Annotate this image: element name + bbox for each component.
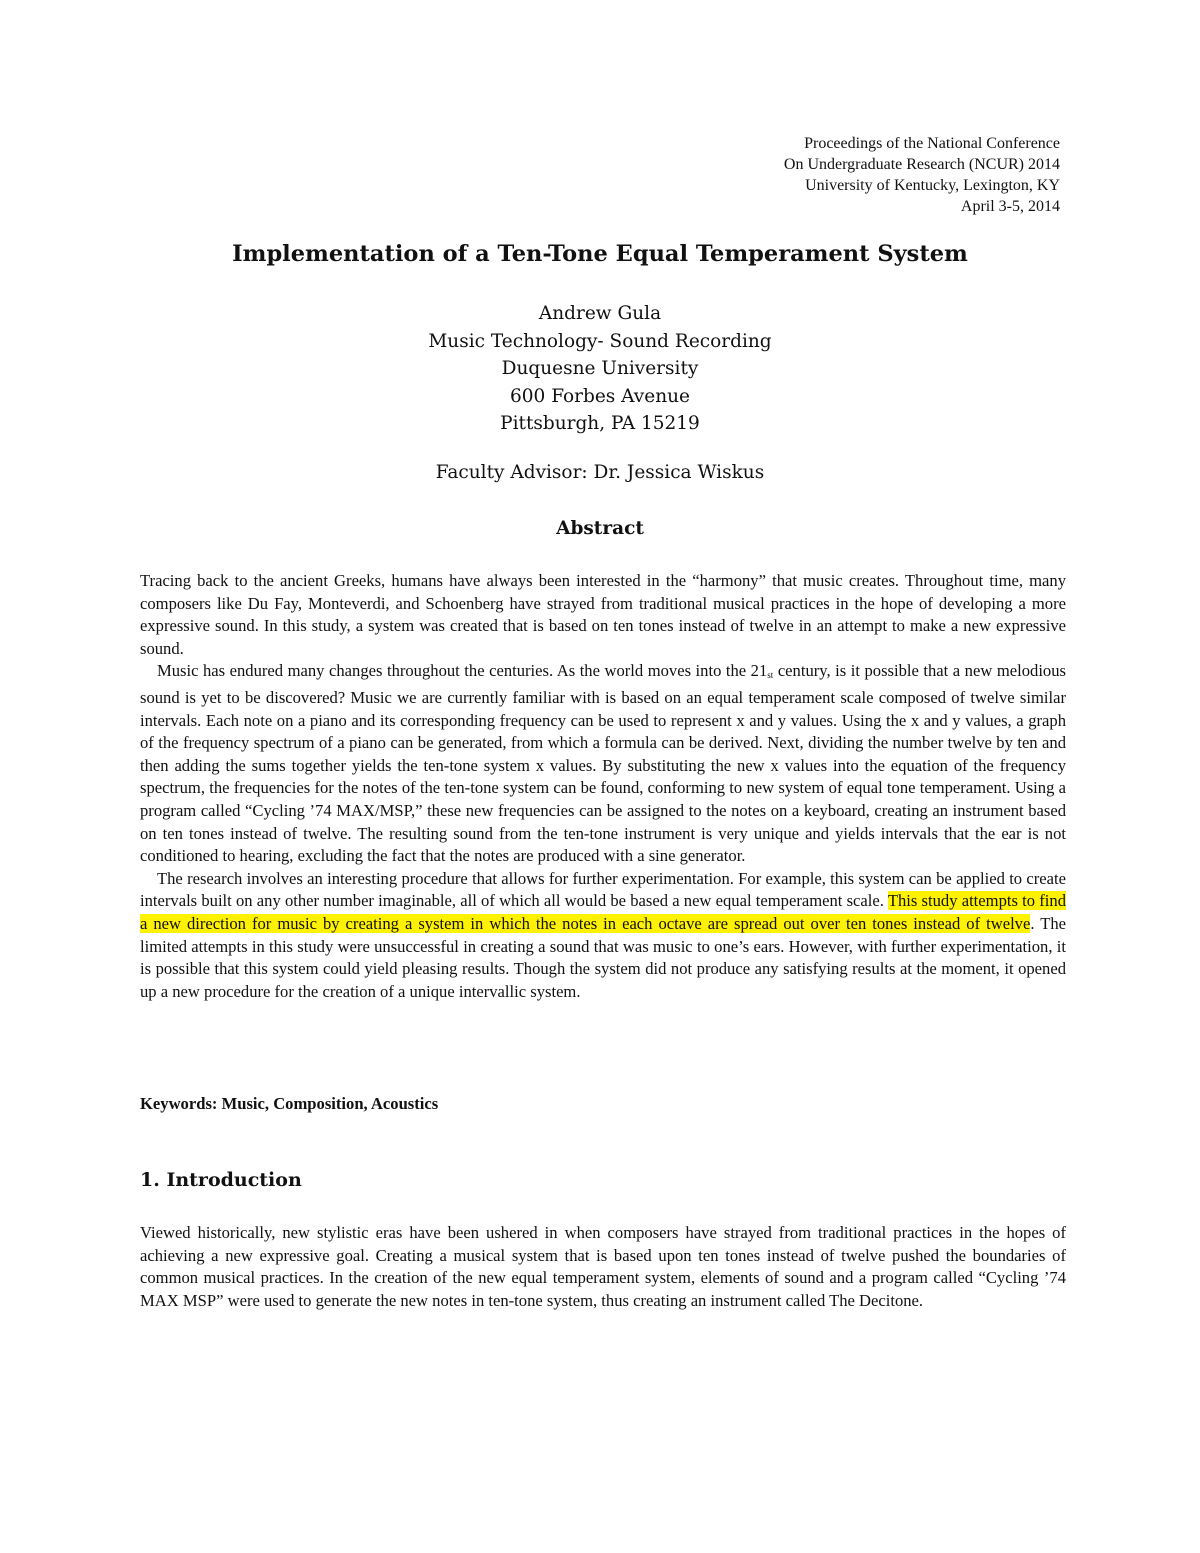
- author-street: 600 Forbes Avenue: [510, 385, 690, 407]
- abstract-paragraph-1: Tracing back to the ancient Greeks, humans have always been interested in the “harmony” that music creates. Throughout time, many composers like Du Fay, Monteverdi, and Schoenberg have strayed from traditional musical practices in the hope of developing a more expressive sound. In this study, a system was created that is based on ten tones instead of twelve in an attempt to make a new expressive sound.: [140, 571, 1066, 658]
- introduction-body: [140, 1222, 1066, 1312]
- superscript-st: st: [767, 670, 774, 681]
- abstract-paragraph-2: [140, 660, 1066, 867]
- abstract-p3-rest: . The limited attempts in this study were unsuccessful in creating a sound that was music to one’s ears. However, with further experimentation, it is possible that this system could yield pleasing results. Though the system did not produce any satisfying results at the moment, it opened up a new procedure for the creation of a unique intervallic system.: [140, 913, 1067, 1001]
- paper-title: Implementation of a Ten-Tone Equal Temperament System: [232, 241, 968, 267]
- header-line-ncur: On Undergraduate Research (NCUR) 2014: [783, 156, 1060, 173]
- author-city: Pittsburgh, PA 15219: [500, 413, 700, 434]
- header-line-date: April 3-5, 2014: [960, 198, 1060, 215]
- author-name: Andrew Gula: [538, 303, 662, 324]
- abstract-p2-start: Music has endured many changes throughout the centuries. As the world moves into the 21: [157, 661, 768, 681]
- faculty-advisor: Faculty Advisor: Dr. Jessica Wiskus: [435, 462, 765, 483]
- author-block: [0, 300, 1200, 438]
- abstract-paragraph-3: [140, 868, 1066, 1004]
- section-heading-introduction: 1. Introduction: [140, 1169, 302, 1191]
- author-university: Duquesne University: [501, 358, 699, 379]
- highlighted-sentence: This study attempts to find a new direction for music by creating a system in which the notes in each octave are spread out over ten tones instead of twelve: [140, 891, 1066, 933]
- abstract-body: [140, 570, 1066, 1003]
- abstract-p2-rest: century, is it possible that a new melodious sound is yet to be discovered? Music we are currently familiar with is based on an equal temperament scale composed of twelve similar intervals. Each note on a piano and its corresponding frequency can be used to represent x and y values. Using the x and y values, a graph of the frequency spectrum of a piano can be generated, from which a formula can be derived. Next, dividing the number twelve by ten and then adding the sums together yields the ten-tone system x values. By substituting the new x values into the equation of the frequency spectrum, the frequencies for the notes of the ten-tone system can be found, conforming to new system of equal tone temperament. Using a program called “Cycling ’74 MAX/MSP,” these new frequencies can be assigned to the notes on a keyboard, creating an instrument based on ten tones instead of twelve. The resulting sound from the ten-tone instrument is very unique and yields intervals that the ear is not conditioned to hearing, excluding the fact that the notes are produced with a sine generator.: [140, 661, 1066, 866]
- header-line-location: University of Kentucky, Lexington, KY: [805, 177, 1060, 194]
- conference-header: [560, 133, 1060, 217]
- introduction-paragraph-1: Viewed historically, new stylistic eras have been ushered in when composers have strayed from traditional practices in the hopes of achieving a new expressive goal. Creating a musical system that is based upon ten tones instead of twelve pushed the boundaries of common musical practices. In the creation of the new equal temperament system, elements of sound and a program called “Cycling ’74 MAX MSP” were used to generate the new notes in ten-tone system, thus creating an instrument called The Decitone.: [140, 1223, 1066, 1310]
- abstract-heading: Abstract: [556, 518, 644, 539]
- header-line-conference: Proceedings of the National Conference: [804, 135, 1060, 152]
- author-department: Music Technology- Sound Recording: [428, 330, 772, 352]
- keywords: Keywords: Music, Composition, Acoustics: [140, 1094, 439, 1113]
- abstract-p3-start: The research involves an interesting procedure that allows for further experimentation. For example, this system can be applied to create intervals built on any other number imaginable, all of which all would be based a new equal temperament scale.: [140, 868, 1066, 911]
